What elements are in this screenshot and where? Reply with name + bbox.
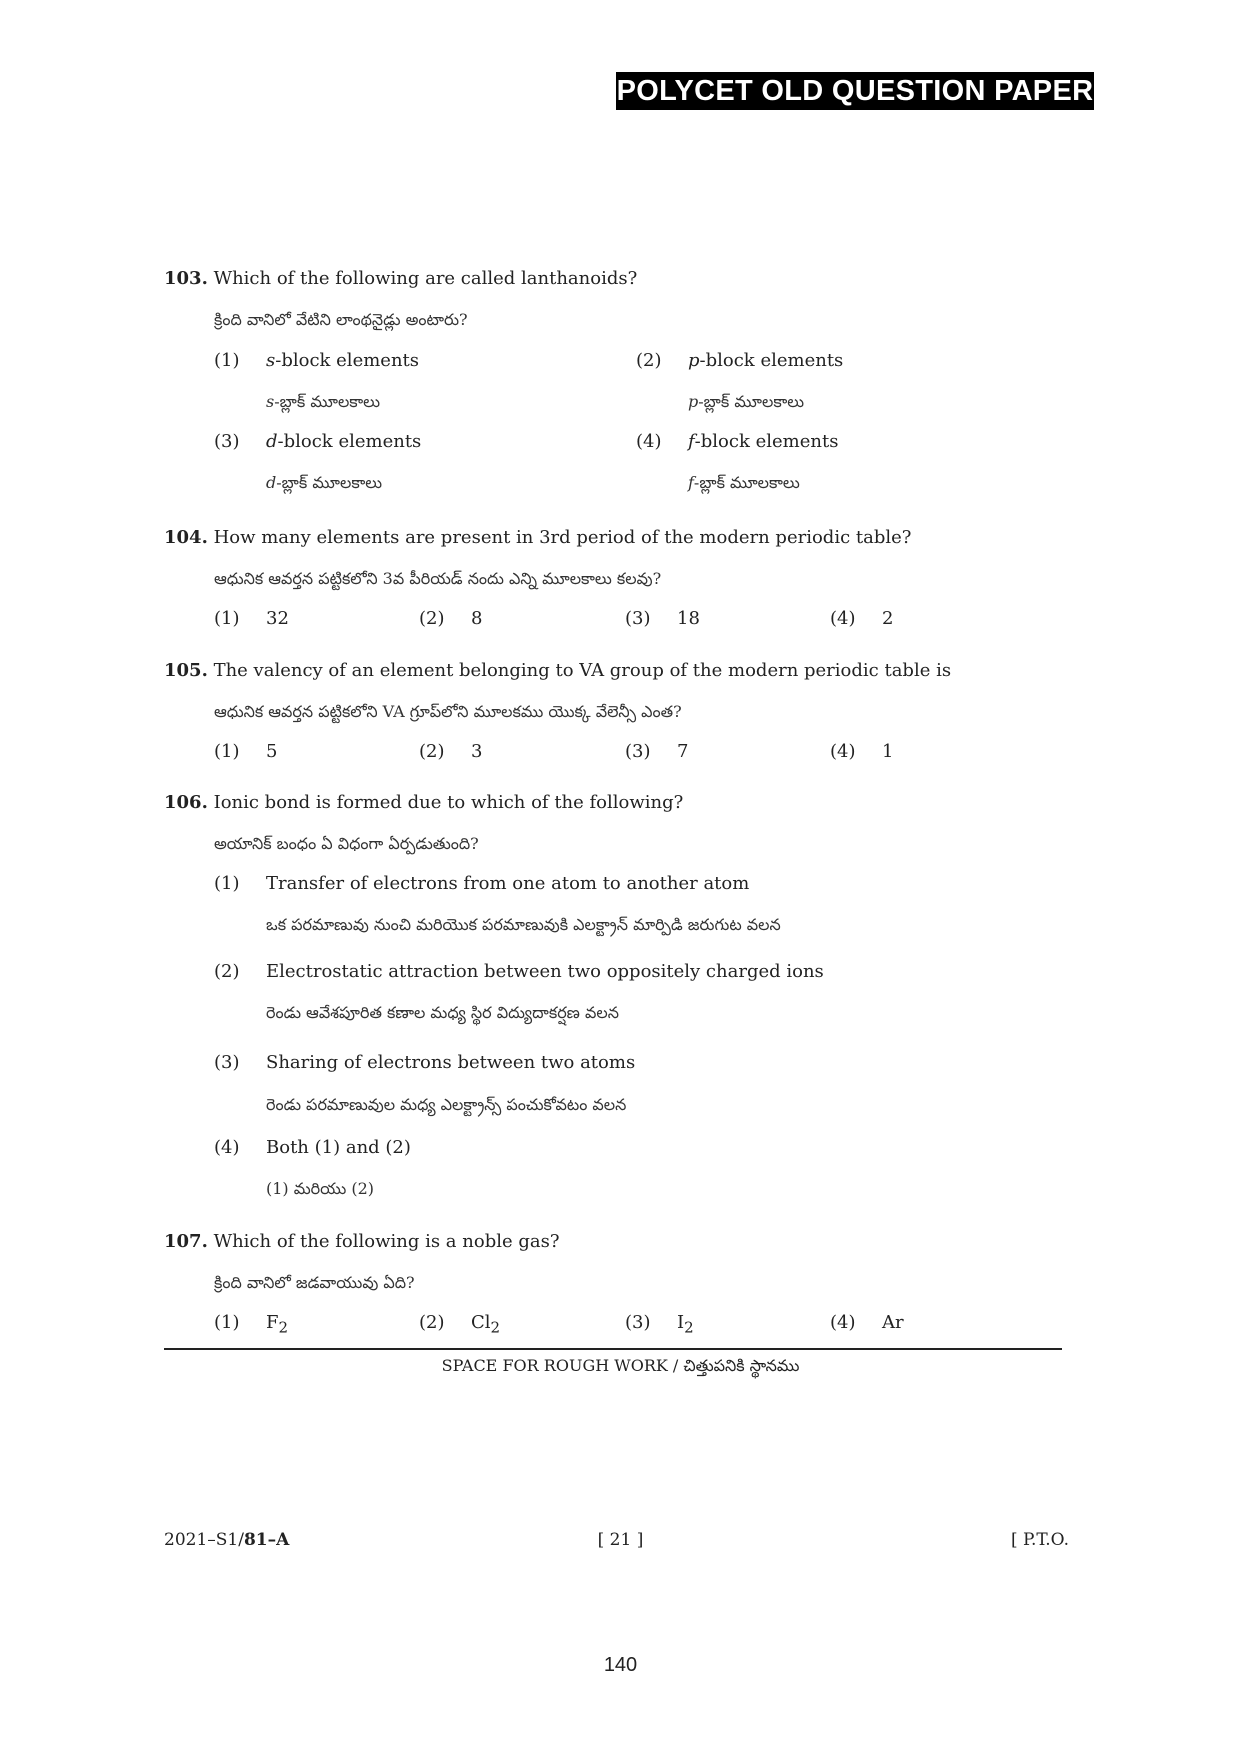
question-103: [164, 268, 637, 290]
question-number: 103.: [164, 268, 208, 289]
option-1: (1) 5: [214, 741, 278, 762]
question-text: Which of the following is a noble gas?: [213, 1231, 560, 1252]
option-label: -block elements: [694, 431, 839, 452]
option-label: 5: [266, 741, 278, 762]
page-banner: POLYCET OLD QUESTION PAPER: [616, 72, 1094, 110]
option-3: (3) $I_2$: [625, 1312, 694, 1337]
option-label: 8: [471, 608, 483, 629]
question-text: How many elements are present in 3rd period of the modern periodic table?: [213, 527, 912, 548]
option-2-telugu: రెండు ఆవేశపూరిత కణాల మధ్య స్థిర విద్యుదాకర్షణ వలన: [266, 1003, 619, 1022]
option-1-telugu: s-బ్లాక్ మూలకాలు: [266, 392, 381, 411]
option-2: [636, 350, 843, 372]
pto-label: [ P.T.O.: [1010, 1530, 1069, 1550]
question-106: [164, 792, 683, 814]
question-telugu: అయానిక్ బంధం ఏ విధంగా ఏర్పడుతుంది?: [214, 834, 479, 853]
option-2: (2) $Cl_2$: [419, 1312, 501, 1337]
option-number: (4): [636, 431, 662, 452]
paper-code: 2021–S1/81–A: [164, 1530, 290, 1550]
option-label: Electrostatic attraction between two oppositely charged ions: [266, 961, 824, 982]
option-4: (4) 1: [830, 741, 894, 762]
question-text: The valency of an element belonging to VA group of the modern periodic table is: [213, 660, 952, 681]
question-telugu: క్రింది వానిలో జడవాయువు ఏది?: [214, 1273, 415, 1292]
question-telugu: క్రింది వానిలో వేటిని లాంథనైడ్లు అంటారు?: [214, 310, 468, 329]
option-1: [214, 350, 419, 372]
question-number: 105.: [164, 660, 208, 681]
option-label: 3: [471, 741, 483, 762]
option-number: (2): [636, 350, 662, 371]
option-number: (3): [214, 431, 240, 452]
option-3: (3) Sharing of electrons between two atoms: [214, 1052, 636, 1073]
option-4: (4) 2: [830, 608, 894, 629]
question-text: Ionic bond is formed due to which of the following?: [213, 792, 684, 813]
option-label: Sharing of electrons between two atoms: [266, 1052, 636, 1073]
option-1: (1) Transfer of electrons from one atom to another atom: [214, 873, 750, 894]
question-105: [164, 660, 951, 682]
option-label: -block elements: [277, 431, 422, 452]
option-italic: p: [688, 350, 700, 371]
option-2-telugu: p-బ్లాక్ మూలకాలు: [688, 392, 805, 411]
page-number: 140: [603, 1654, 638, 1676]
option-4-telugu: (1) మరియు (2): [266, 1179, 375, 1198]
option-label: $Cl_2$: [471, 1312, 501, 1337]
option-label: 18: [677, 608, 700, 629]
option-label: $F_2$: [266, 1312, 289, 1337]
option-1-telugu: ఒక పరమాణువు నుంచి మరియొక పరమాణువుకి ఎలక్ట్రాన్ మార్పిడి జరుగుట వలన: [266, 915, 781, 934]
question-telugu: ఆధునిక ఆవర్తన పట్టికలోని VA గ్రూప్‌లోని మూలకము యొక్క వేలెన్సీ ఎంత?: [214, 702, 682, 721]
option-label: Transfer of electrons from one atom to another atom: [266, 873, 750, 894]
option-number: (1): [214, 350, 240, 371]
sheet-page-number: [ 21 ]: [597, 1530, 644, 1550]
rough-work-label: SPACE FOR ROUGH WORK / చిత్తుపనికి స్థానము: [441, 1356, 800, 1375]
option-label: Both (1) and (2): [266, 1137, 411, 1158]
option-label: 32: [266, 608, 289, 629]
option-1: (1) 32: [214, 608, 289, 629]
option-italic: d: [266, 431, 278, 452]
option-italic: f: [688, 431, 695, 452]
option-label: -block elements: [275, 350, 420, 371]
option-label: 1: [882, 741, 894, 762]
question-number: 104.: [164, 527, 208, 548]
question-104: [164, 527, 911, 549]
question-number: 106.: [164, 792, 208, 813]
option-3-telugu: d-బ్లాక్ మూలకాలు: [266, 473, 383, 492]
option-label: $I_2$: [677, 1312, 694, 1337]
question-text: Which of the following are called lanthanoids?: [213, 268, 638, 289]
option-4: (4) Both (1) and (2): [214, 1137, 411, 1158]
option-2: (2) 3: [419, 741, 483, 762]
option-3: [214, 431, 421, 453]
question-telugu: ఆధునిక ఆవర్తన పట్టికలోని 3వ పీరియడ్ నందు ఎన్ని మూలకాలు కలవు?: [214, 569, 662, 588]
option-2: (2) Electrostatic attraction between two oppositely charged ions: [214, 961, 824, 982]
option-3: (3) 18: [625, 608, 700, 629]
option-3: (3) 7: [625, 741, 689, 762]
question-107: [164, 1231, 560, 1253]
option-label: Ar: [882, 1312, 904, 1333]
option-4-telugu: f-బ్లాక్ మూలకాలు: [688, 473, 800, 492]
divider-line: [164, 1348, 1062, 1350]
option-label: 7: [677, 741, 689, 762]
option-italic: s: [266, 350, 276, 371]
option-label: -block elements: [699, 350, 844, 371]
option-label: 2: [882, 608, 894, 629]
option-4: (4) Ar: [830, 1312, 904, 1333]
option-3-telugu: రెండు పరమాణువుల మధ్య ఎలక్ట్రాన్స్ పంచుకోవటం వలన: [266, 1095, 627, 1114]
question-number: 107.: [164, 1231, 208, 1252]
option-4: [636, 431, 838, 453]
option-2: (2) 8: [419, 608, 483, 629]
option-1: (1) $F_2$: [214, 1312, 289, 1337]
